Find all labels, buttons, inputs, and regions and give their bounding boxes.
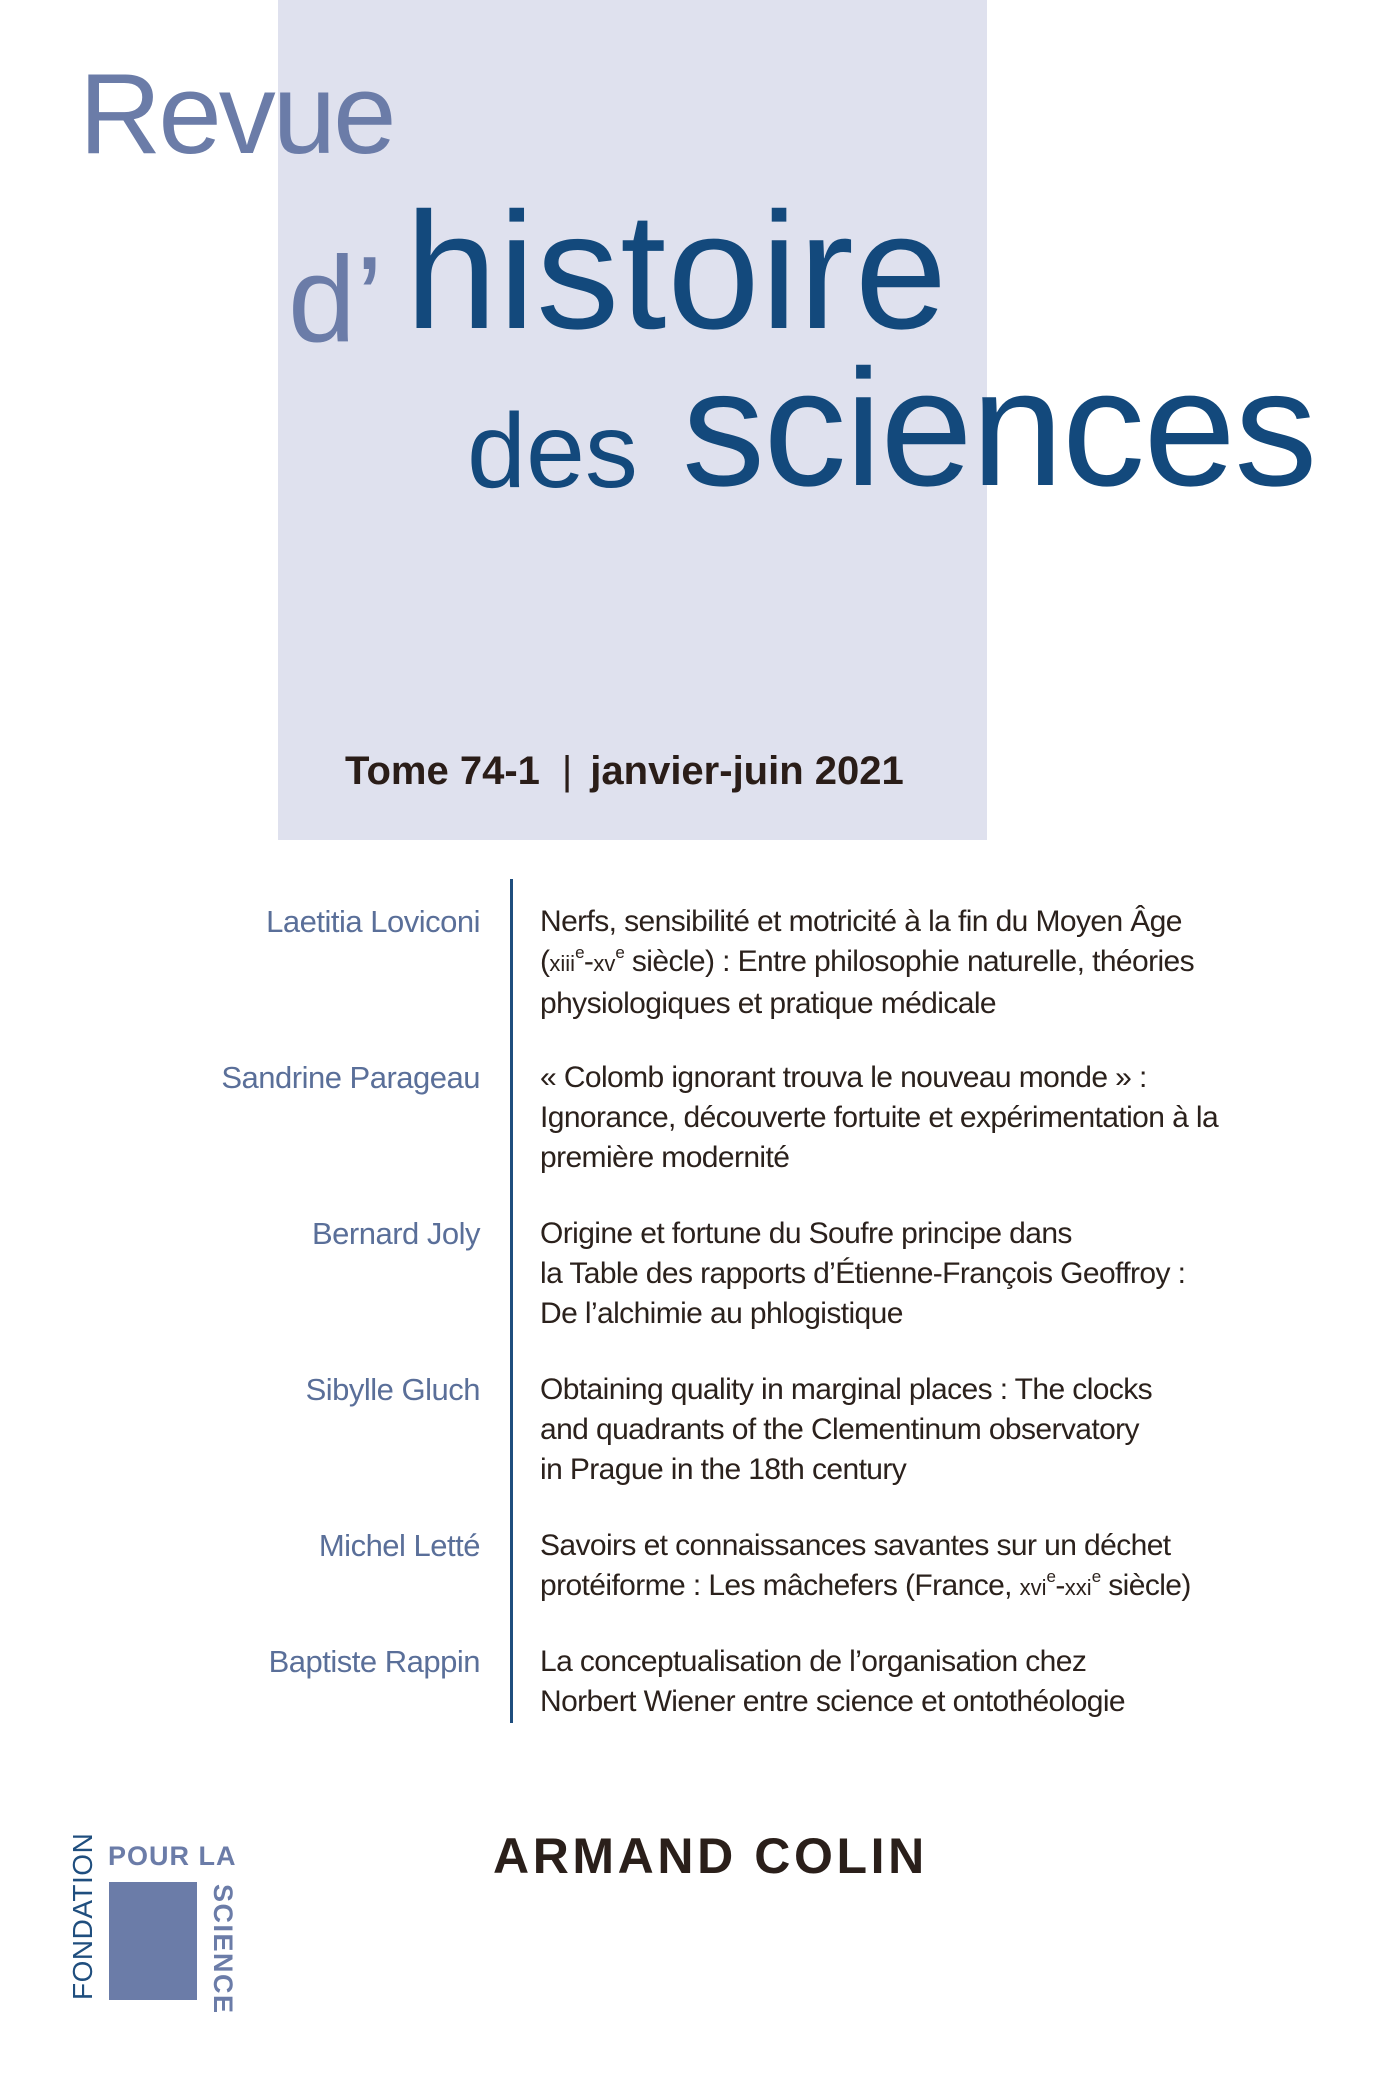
publisher-logo-armand-colin: ARMAND COLIN — [493, 1828, 928, 1884]
journal-title-sciences: sciences — [682, 336, 1316, 521]
toc-author: Sandrine Parageau — [221, 1060, 480, 1095]
issue-info — [345, 751, 904, 791]
toc-title-line: physiologiques et pratique médicale — [540, 987, 996, 1020]
toc-article-title — [540, 1526, 1191, 1608]
toc-title-fragment: e — [615, 943, 625, 962]
toc-title-line — [540, 942, 1194, 984]
toc-title-line: Origine et fortune du Soufre principe dans — [540, 1217, 1072, 1250]
toc-title-line: Nerfs, sensibilité et motricité à la fin du Moyen Âge — [540, 905, 1182, 938]
toc-author: Sibylle Gluch — [305, 1372, 480, 1407]
toc-title-line — [540, 1566, 1191, 1608]
toc-title-line: De l’alchimie au phlogistique — [540, 1297, 903, 1330]
toc-title-fragment: e — [1091, 1567, 1101, 1586]
logo-text-pour-la: POUR LA — [108, 1841, 237, 1871]
journal-title-des-prefix: des — [467, 392, 638, 510]
issue-separator: | — [561, 749, 573, 793]
logo-text-science: SCIENCE — [208, 1884, 238, 2015]
toc-title-fragment: - — [583, 945, 594, 978]
toc-title-line: Norbert Wiener entre science et ontothéologie — [540, 1685, 1126, 1718]
toc-title-fragment: xxi — [1064, 1575, 1092, 1600]
toc-title-line: Obtaining quality in marginal places : The clocks — [540, 1373, 1153, 1406]
logo-text-fondation: FONDATION — [67, 1832, 98, 2000]
toc-title-fragment: - — [1055, 1569, 1065, 1602]
toc-title-fragment: e — [1046, 1567, 1056, 1586]
toc-title-fragment: e — [575, 943, 584, 962]
toc-article-title — [540, 1370, 1152, 1490]
toc-article-title — [540, 1058, 1218, 1178]
issue-volume: Tome 74-1 — [345, 749, 540, 793]
toc-title-fragment: siècle) : Entre philosophie naturelle, théories — [624, 945, 1195, 978]
toc-title-line: Ignorance, découverte fortuite et expérimentation à la — [540, 1101, 1219, 1134]
toc-title-line: la Table des rapports d’Étienne-François Geoffroy : — [540, 1257, 1186, 1290]
toc-title-fragment: xv — [593, 951, 616, 976]
toc-article-title — [540, 1642, 1125, 1722]
toc-author: Baptiste Rappin — [268, 1644, 480, 1679]
toc-title-line: and quadrants of the Clementinum observatory — [540, 1413, 1139, 1446]
toc-title-fragment: protéiforme : Les mâchefers (France, — [540, 1569, 1020, 1602]
issue-period: janvier-juin 2021 — [590, 749, 904, 793]
toc-title-line: in Prague in the 18th century — [540, 1453, 907, 1486]
toc-title-fragment: siècle) — [1100, 1569, 1191, 1602]
logo-square-icon — [109, 1882, 197, 2000]
journal-title-histoire: histoire — [405, 179, 949, 364]
toc-author: Bernard Joly — [311, 1216, 480, 1251]
toc-title-fragment: ( — [540, 945, 550, 978]
toc-title-fragment: xiii — [549, 951, 576, 976]
toc-title-line: La conceptualisation de l’organisation chez — [540, 1645, 1087, 1678]
toc-title-fragment: xvi — [1019, 1575, 1047, 1600]
toc-article-title — [540, 1214, 1185, 1334]
table-of-contents-divider — [510, 879, 513, 1723]
journal-title-revue: Revue — [79, 51, 394, 178]
toc-article-title — [540, 902, 1194, 1024]
toc-author: Laetitia Loviconi — [266, 904, 480, 939]
journal-title-d-prefix: d’ — [288, 231, 383, 367]
toc-title-line: « Colomb ignorant trouva le nouveau monde » : — [540, 1061, 1147, 1094]
toc-title-line: première modernité — [540, 1141, 790, 1174]
toc-title-line: Savoirs et connaissances savantes sur un déchet — [540, 1529, 1171, 1562]
toc-author: Michel Letté — [318, 1528, 480, 1563]
